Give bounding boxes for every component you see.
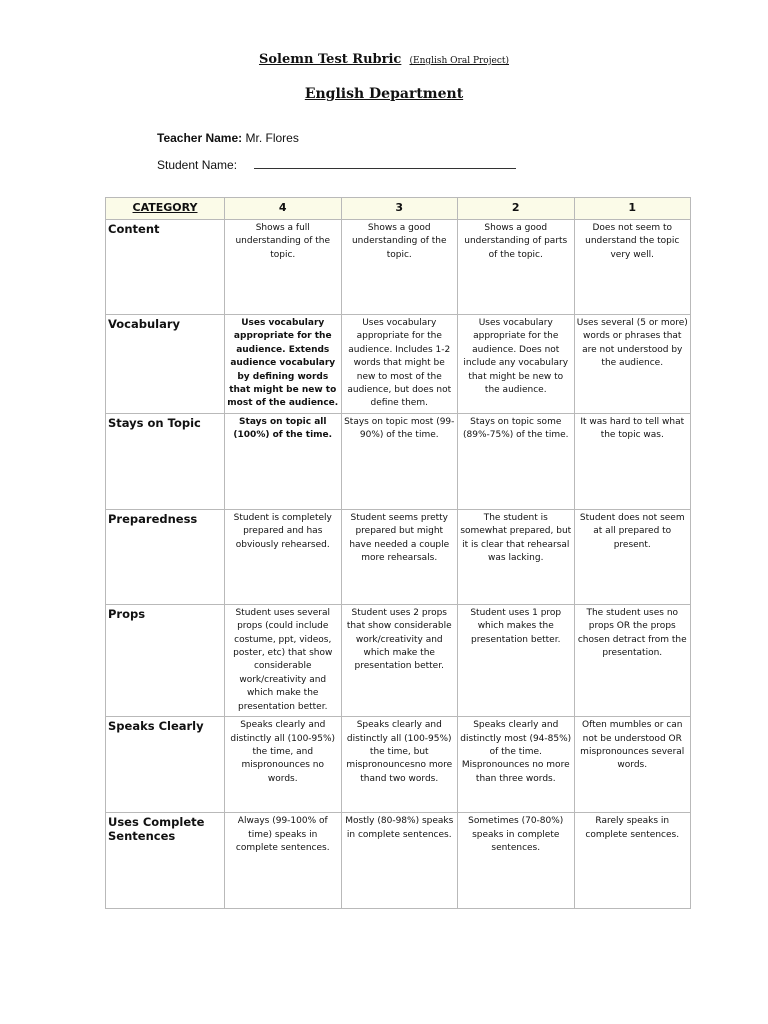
header-row xyxy=(106,198,691,220)
header-score-1: 1 xyxy=(574,198,691,220)
row-category: Uses Complete Sentences xyxy=(106,813,225,909)
cell-score-2: The student is somewhat prepared, but it is clear that rehearsal was lacking. xyxy=(458,509,575,604)
teacher-name-value: Mr. Flores xyxy=(245,131,299,145)
cell-score-2: Uses vocabulary appropriate for the audience. Does not include any vocabulary that might be new to the audience. xyxy=(458,315,575,414)
student-name-label: Student Name: xyxy=(157,158,238,172)
table-row xyxy=(106,413,691,509)
row-category: Stays on Topic xyxy=(106,413,225,509)
cell-score-4: Student is completely prepared and has obviously rehearsed. xyxy=(225,509,342,604)
table-row xyxy=(106,315,691,414)
rubric-table xyxy=(105,197,691,909)
cell-score-2: Student uses 1 prop which makes the presentation better. xyxy=(458,604,575,716)
cell-score-4: Speaks clearly and distinctly all (100-95%) the time, and mispronounces no words. xyxy=(225,717,342,813)
header-score-4: 4 xyxy=(225,198,342,220)
title-subtitle: (English Oral Project) xyxy=(409,56,510,66)
cell-score-3: Speaks clearly and distinctly all (100-95%) the time, but mispronouncesno more thand two words. xyxy=(341,717,458,813)
cell-score-1: Rarely speaks in complete sentences. xyxy=(574,813,691,909)
row-category: Content xyxy=(106,220,225,315)
cell-score-1: Often mumbles or can not be understood OR mispronounces several words. xyxy=(574,717,691,813)
cell-score-3: Uses vocabulary appropriate for the audience. Includes 1-2 words that might be new to most of the audience, but does not define them. xyxy=(341,315,458,414)
cell-score-3: Shows a good understanding of the topic. xyxy=(341,220,458,315)
cell-score-4: Uses vocabulary appropriate for the audience. Extends audience vocabulary by defining words that might be new to most of the audience. xyxy=(225,315,342,414)
cell-score-3: Student uses 2 props that show considerable work/creativity and which make the presentation better. xyxy=(341,604,458,716)
row-category: Preparedness xyxy=(106,509,225,604)
cell-score-2: Stays on topic some (89%-75%) of the time. xyxy=(458,413,575,509)
cell-score-4: Always (99-100% of time) speaks in complete sentences. xyxy=(225,813,342,909)
cell-score-1: It was hard to tell what the topic was. xyxy=(574,413,691,509)
cell-score-1: Uses several (5 or more) words or phrases that are not understood by the audience. xyxy=(574,315,691,414)
student-name-blank-line xyxy=(254,157,516,169)
department-heading: English Department xyxy=(304,86,464,102)
teacher-name-row xyxy=(157,131,299,145)
cell-score-4: Stays on topic all (100%) of the time. xyxy=(225,413,342,509)
table-row xyxy=(106,604,691,716)
table-row xyxy=(106,509,691,604)
cell-score-3: Student seems pretty prepared but might have needed a couple more rehearsals. xyxy=(341,509,458,604)
header-category: CATEGORY xyxy=(106,198,225,220)
cell-score-3: Mostly (80-98%) speaks in complete sentences. xyxy=(341,813,458,909)
cell-score-2: Shows a good understanding of parts of the topic. xyxy=(458,220,575,315)
cell-score-2: Sometimes (70-80%) speaks in complete sentences. xyxy=(458,813,575,909)
table-row xyxy=(106,813,691,909)
header-score-3: 3 xyxy=(341,198,458,220)
cell-score-4: Student uses several props (could include costume, ppt, videos, poster, etc) that show considerable work/creativity and which make the presentation better. xyxy=(225,604,342,716)
title-text: Solemn Test Rubric xyxy=(258,52,402,67)
cell-score-3: Stays on topic most (99-90%) of the time. xyxy=(341,413,458,509)
row-category: Speaks Clearly xyxy=(106,717,225,813)
table-row xyxy=(106,717,691,813)
row-category: Props xyxy=(106,604,225,716)
document-title xyxy=(0,52,768,67)
cell-score-4: Shows a full understanding of the topic. xyxy=(225,220,342,315)
row-category: Vocabulary xyxy=(106,315,225,414)
cell-score-1: Does not seem to understand the topic very well. xyxy=(574,220,691,315)
table-row xyxy=(106,220,691,315)
teacher-name-label: Teacher Name: xyxy=(157,131,243,145)
cell-score-1: Student does not seem at all prepared to present. xyxy=(574,509,691,604)
header-score-2: 2 xyxy=(458,198,575,220)
student-name-row xyxy=(157,157,516,172)
cell-score-2: Speaks clearly and distinctly most (94-85%) of the time. Mispronounces no more than three words. xyxy=(458,717,575,813)
cell-score-1: The student uses no props OR the props chosen detract from the presentation. xyxy=(574,604,691,716)
